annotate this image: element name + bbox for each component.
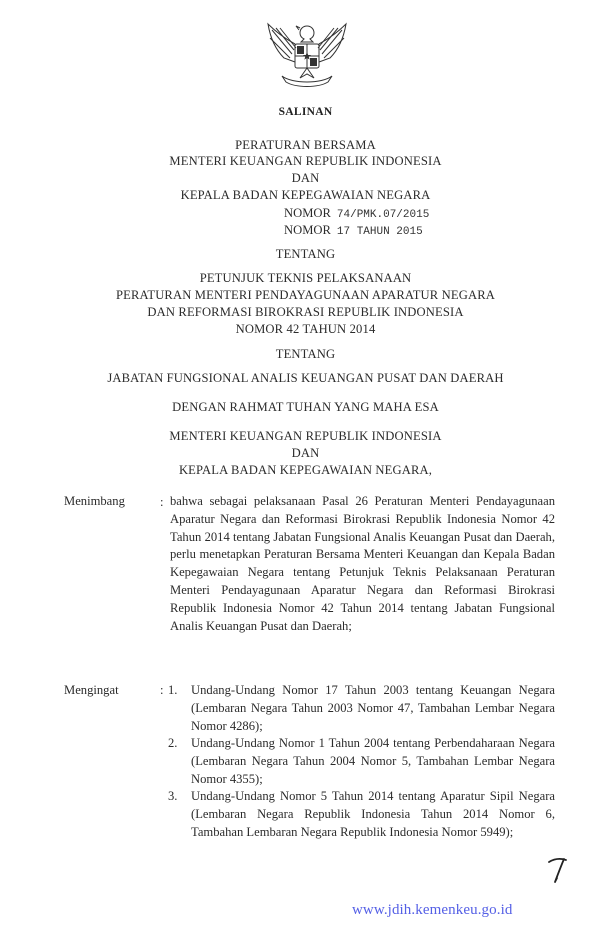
subject-line-2: PERATURAN MENTERI PENDAYAGUNAAN APARATUR NEGARA: [115, 288, 496, 302]
subject-line-4: NOMOR 42 TAHUN 2014: [235, 322, 376, 336]
copy-label: SALINAN: [278, 106, 333, 118]
regulation-number-1: [284, 205, 429, 223]
regulation-number-2: [284, 222, 423, 240]
mengingat-label: Mengingat: [64, 683, 119, 697]
subject-line-1: PETUNJUK TEKNIS PELAKSANAAN: [199, 271, 412, 285]
mengingat-item-3-number: 3.: [168, 789, 178, 803]
mengingat-item-3-text: Undang-Undang Nomor 5 Tahun 2014 tentang Aparatur Sipil Negara (Lembaran Negara Republik Indonesia Tahun 2014 Nomor 6, Tambahan Lembaran Negara Republik Indonesia Nomor 5949);: [191, 789, 555, 839]
conjunction: DAN: [291, 171, 320, 185]
menimbang-label: Menimbang: [64, 494, 125, 508]
number-label: NOMOR: [284, 223, 331, 237]
mengingat-item-2-text: Undang-Undang Nomor 1 Tahun 2004 tentang Perbendaharaan Negara (Lembaran Negara Tahun 2004 Nomor 5, Tambahan Lembar Negara Nomor 4355);: [191, 736, 555, 786]
menimbang-text: bahwa sebagai pelaksanaan Pasal 26 Peraturan Menteri Pendayagunaan Aparatur Negara dan Reformasi Birokrasi Republik Indonesia Nomor 42 Tahun 2014 tentang Jabatan Fungsional Analis Keuangan Pusat dan Daerah, perlu menetapkan Peraturan Bersama Menteri Keuangan dan Kepala Badan Kepegawaian Negara tentang Petunjuk Teknis Pelaksanaan Peraturan Menteri Pendayagunaan Aparatur Negara dan Reformasi Birokrasi Republik Indonesia Nomor 42 Tahun 2014 tentang Jabatan Fungsional Analis Keuangan Pusat dan Daerah;: [170, 494, 555, 633]
jdih-website-link[interactable]: www.jdih.kemenkeu.go.id: [352, 902, 513, 918]
issuer-line-2: DAN: [291, 446, 320, 460]
menimbang-colon: :: [160, 495, 164, 509]
tentang-heading-2: TENTANG: [275, 347, 336, 361]
tentang-heading-1: TENTANG: [275, 247, 336, 261]
mengingat-item-2-number: 2.: [168, 736, 178, 750]
issuer-1: MENTERI KEUANGAN REPUBLIK INDONESIA: [169, 154, 442, 168]
number-value: 74/PMK.07/2015: [336, 209, 430, 221]
topic-line: JABATAN FUNGSIONAL ANALIS KEUANGAN PUSAT DAN DAERAH: [107, 371, 504, 385]
issuer-line-1: MENTERI KEUANGAN REPUBLIK INDONESIA: [169, 429, 442, 443]
handwritten-initial-icon: [546, 856, 570, 884]
issuer-line-3: KEPALA BADAN KEPEGAWAIAN NEGARA,: [178, 463, 433, 477]
regulation-type: PERATURAN BERSAMA: [235, 138, 376, 152]
subject-line-3: DAN REFORMASI BIROKRASI REPUBLIK INDONESIA: [147, 305, 464, 319]
mengingat-item-1-number: 1.: [168, 683, 178, 697]
mengingat-item-1-text: Undang-Undang Nomor 17 Tahun 2003 tentang Keuangan Negara (Lembaran Negara Tahun 2003 Nomor 47, Tambahan Lembar Negara Nomor 4286);: [191, 683, 555, 733]
number-value: 17 TAHUN 2015: [336, 226, 423, 238]
issuer-2: KEPALA BADAN KEPEGAWAIAN NEGARA: [180, 188, 431, 202]
mengingat-colon: :: [160, 683, 164, 697]
number-label: NOMOR: [284, 206, 331, 220]
preamble: DENGAN RAHMAT TUHAN YANG MAHA ESA: [172, 400, 439, 414]
garuda-emblem-icon: [262, 18, 352, 94]
